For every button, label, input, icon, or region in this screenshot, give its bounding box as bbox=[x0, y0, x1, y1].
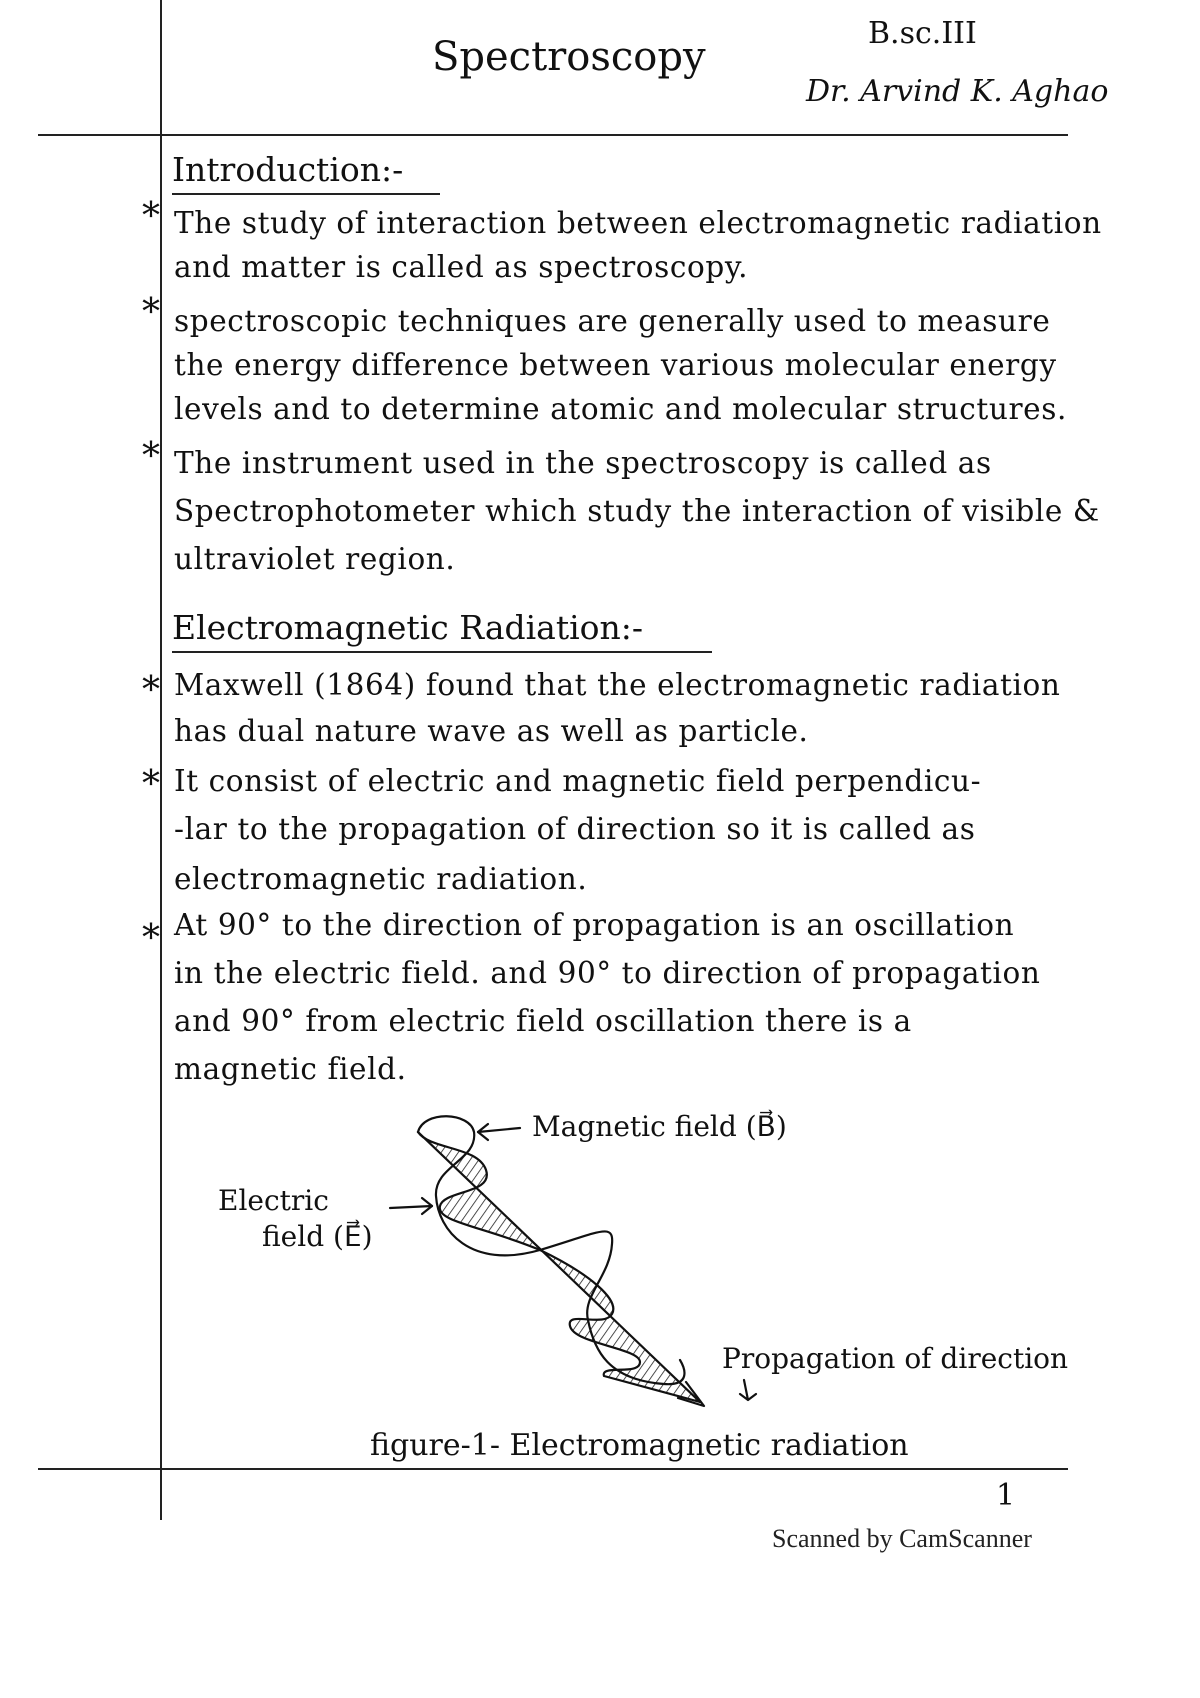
bullet-marker: * bbox=[142, 764, 160, 805]
scanner-watermark: Scanned by CamScanner bbox=[772, 1524, 1032, 1553]
figure-caption: figure-1- Electromagnetic radiation bbox=[370, 1428, 909, 1463]
bullet-marker: * bbox=[142, 918, 160, 959]
text-line: spectroscopic techniques are generally used to measure bbox=[174, 304, 1051, 338]
class-label: B.sc.III bbox=[868, 16, 977, 51]
electric-label-arrow bbox=[390, 1206, 432, 1208]
bullet-marker: * bbox=[142, 436, 160, 477]
propagation-label-arrow bbox=[740, 1380, 756, 1400]
author-name: Dr. Arvind K. Aghao bbox=[806, 74, 1109, 109]
page-number: 1 bbox=[996, 1478, 1016, 1513]
bullet-marker: * bbox=[142, 670, 160, 711]
text-line: has dual nature wave as well as particle. bbox=[174, 714, 809, 748]
section-heading-introduction: Introduction:- bbox=[172, 150, 440, 195]
text-line: It consist of electric and magnetic field perpendicu- bbox=[174, 764, 982, 798]
text-line: electromagnetic radiation. bbox=[174, 862, 588, 896]
text-line: -lar to the propagation of direction so it is called as bbox=[174, 812, 976, 846]
page-title: Spectroscopy bbox=[432, 34, 706, 80]
text-line: magnetic field. bbox=[174, 1052, 407, 1086]
text-line: in the electric field. and 90° to direction of propagation bbox=[174, 956, 1041, 990]
magnetic-label-arrow bbox=[478, 1128, 520, 1132]
text-line: and 90° from electric field oscillation there is a bbox=[174, 1004, 912, 1038]
text-line: the energy difference between various molecular energy bbox=[174, 348, 1057, 382]
text-line: At 90° to the direction of propagation is an oscillation bbox=[174, 908, 1015, 942]
text-line: The instrument used in the spectroscopy is called as bbox=[174, 446, 992, 480]
electric-field-label-line1: Electric bbox=[218, 1184, 329, 1217]
text-line: Maxwell (1864) found that the electromagnetic radiation bbox=[174, 668, 1061, 702]
magnetic-field-label: Magnetic field (B⃗) bbox=[532, 1110, 787, 1143]
bullet-marker: * bbox=[142, 196, 160, 237]
bullet-marker: * bbox=[142, 292, 160, 333]
text-line: levels and to determine atomic and molecular structures. bbox=[174, 392, 1067, 426]
text-line: ultraviolet region. bbox=[174, 542, 456, 576]
text-line: Spectrophotometer which study the interaction of visible & bbox=[174, 494, 1100, 528]
section-heading-electromagnetic-radiation: Electromagnetic Radiation:- bbox=[172, 608, 712, 653]
electric-field-label-line2: field (E⃗) bbox=[262, 1220, 373, 1253]
propagation-label: Propagation of direction bbox=[722, 1342, 1069, 1375]
text-line: The study of interaction between electromagnetic radiation bbox=[174, 206, 1102, 240]
text-line: and matter is called as spectroscopy. bbox=[174, 250, 749, 284]
